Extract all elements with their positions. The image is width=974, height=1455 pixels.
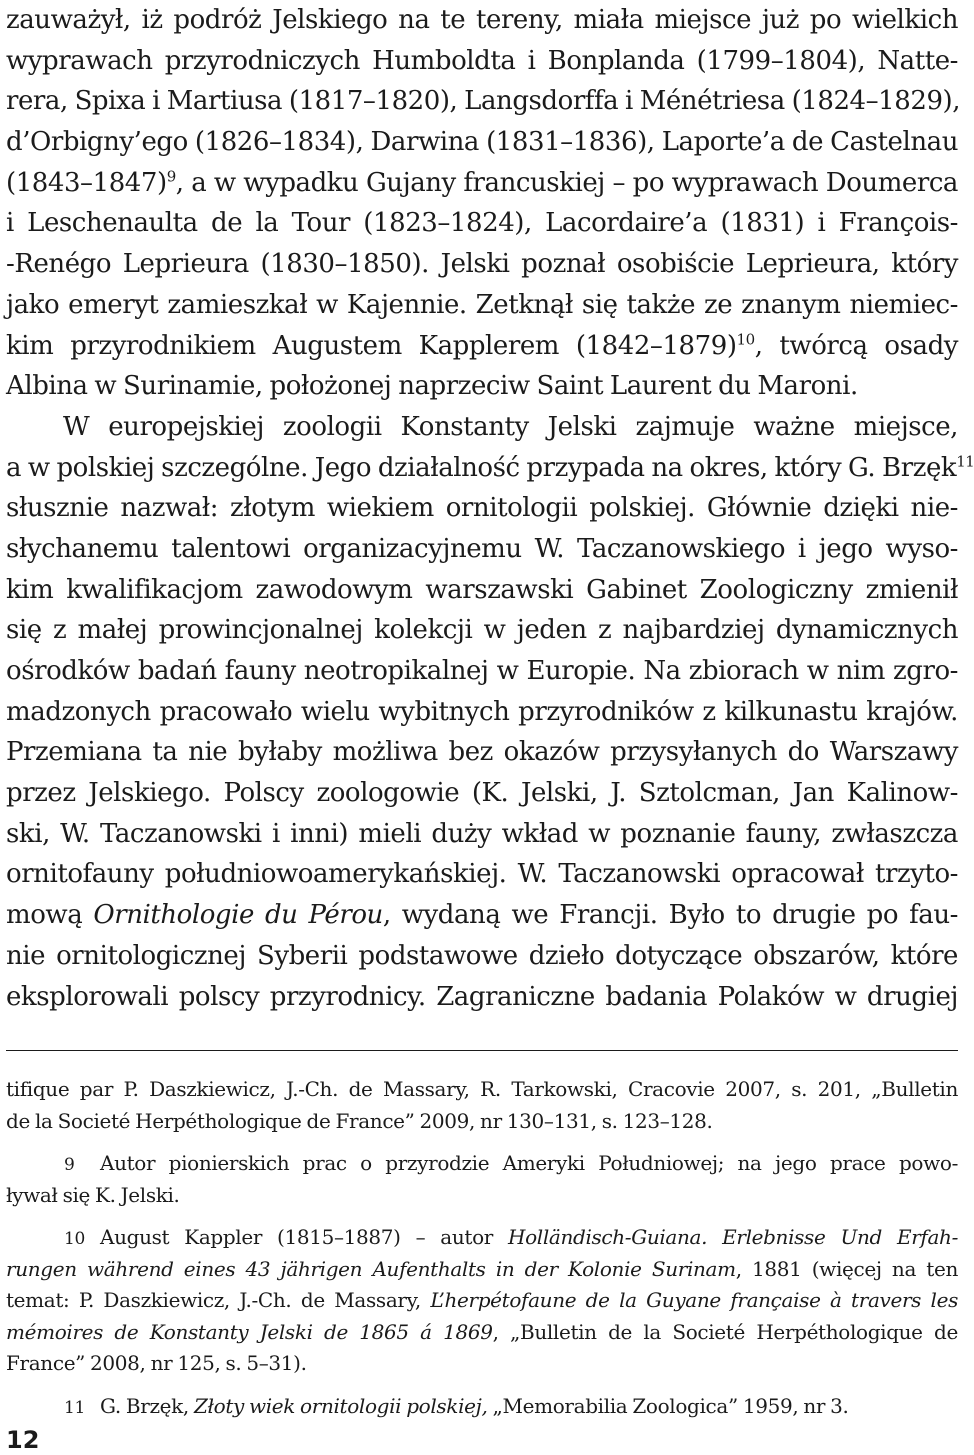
footnote-text: August Kappler (1815–1887) – autor <box>100 1225 509 1249</box>
footnote-line <box>6 1317 958 1349</box>
text-line <box>6 895 958 936</box>
text-line: przez Jelskiego. Polscy zoologowie (K. Jelski, J. Sztolcman, Jan Kalinow- <box>6 778 958 809</box>
footnotes <box>6 1074 958 1422</box>
text-line: ornitofauny południowoamerykańskiej. W. Taczanowski opracował trzyto- <box>6 859 958 890</box>
text-line: jako emeryt zamieszkał w Kajennie. Zetknął się także ze znanym niemiec- <box>6 289 958 320</box>
footnote-line <box>6 1391 958 1423</box>
text-line: słychanemu talentowi organizacyjnemu W. Taczanowskiego i jego wyso- <box>6 533 958 564</box>
text-line: madzonych pracowało wielu wybitnych przyrodników z kilkunastu krajów. <box>6 696 958 727</box>
book-title: Holländisch-Guiana. Erlebnisse Und Erfah- <box>508 1225 958 1249</box>
text-line: Albina w Surinamie, położonej naprzeciw Saint Laurent du Maroni. <box>6 371 858 402</box>
footnote-text: , „Bulletin de la Societé Herpéthologique de <box>492 1319 958 1344</box>
text-segment: mową <box>6 900 94 931</box>
footnote-ref-10: 10 <box>736 329 755 348</box>
footnote-number: 9 <box>64 1155 75 1175</box>
footnote-line: tifique par P. Daszkiewicz, J.-Ch. de Massary, R. Tarkowski, Cracovie 2007, s. 201, „Bulletin <box>6 1077 958 1101</box>
book-title: Złoty wiek ornitologii polskiej, <box>193 1393 488 1418</box>
text-line <box>6 163 958 204</box>
text-line: ski, W. Taczanowski i inni) mieli duży wkład w poznanie fauny, zwłaszcza <box>6 818 958 849</box>
footnote-gap <box>6 1211 958 1222</box>
text-segment: a w polskiej szczególne. Jego działalność przypada na okres, który G. Brzęk <box>6 452 957 483</box>
footnote-gap <box>6 1137 958 1148</box>
text-segment: , wydaną we Francji. Było to drugie po fau- <box>382 900 958 931</box>
text-line: zauważył, iż podróż Jelskiego na te tereny, miała miejsce już po wielkich <box>6 5 958 35</box>
text-line: -Renégo Leprieura (1830–1850). Jelski poznał osobiście Leprieura, który <box>6 249 958 280</box>
book-title: mémoires de Konstanty Jelski de 1865 á 1869 <box>6 1319 493 1344</box>
text-line: Przemiana ta nie byłaby możliwa bez okazów przysyłanych do Warszawy <box>6 737 958 768</box>
footnote-text: G. Brzęk, <box>100 1393 194 1418</box>
text-segment: kim przyrodnikiem Augustem Kapplerem (1842–1879) <box>6 330 737 361</box>
book-title: rungen während eines 43 jährigen Aufenthalts in der Kolonie Surinam <box>6 1256 736 1281</box>
text-segment: , a w wypadku Gujany francuskiej – po wyprawach Doumerca <box>175 167 958 198</box>
text-line: d’Orbigny’ego (1826–1834), Darwina (1831–1836), Laporte’a de Castelnau <box>6 127 958 158</box>
text-line: wyprawach przyrodniczych Humboldta i Bonplanda (1799–1804), Natte- <box>6 45 958 76</box>
footnote-text: temat: P. Daszkiewicz, J.-Ch. de Massary, <box>6 1288 431 1312</box>
footnote-line <box>6 1148 958 1180</box>
page-number: 12 <box>6 1426 40 1454</box>
footnote-ref-11: 11 <box>956 451 974 470</box>
text-line <box>6 326 958 367</box>
text-line: kim kwalifikacjom zawodowym warszawski Gabinet Zoologiczny zmienił <box>6 574 958 605</box>
book-title: L’herpétofaune de la Guyane française à travers les <box>430 1288 958 1312</box>
text-segment: , twórcą osady <box>754 330 959 361</box>
text-line: się z małej prowincjonalnej kolekcji w jeden z najbardziej dynamicznych <box>6 615 958 646</box>
text-segment: (1843–1847) <box>6 167 167 198</box>
footnote-ref-9: 9 <box>166 167 176 186</box>
footnote-number: 11 <box>64 1397 85 1418</box>
footnote-text: , 1881 (więcej na ten <box>735 1256 958 1281</box>
text-line <box>6 448 974 489</box>
footnote-line <box>6 1285 958 1317</box>
footnote-line <box>6 1254 958 1286</box>
text-line: W europejskiej zoologii Konstanty Jelski zajmuje ważne miejsce, <box>63 411 958 442</box>
footnote-number: 10 <box>64 1229 85 1249</box>
footnote-gap <box>6 1380 958 1391</box>
footnote-text: „Memorabilia Zoologica” 1959, nr 3. <box>487 1393 849 1418</box>
book-page <box>6 0 974 1455</box>
text-line: i Leschenaulta de la Tour (1823–1824), Lacordaire’a (1831) i François- <box>6 208 958 239</box>
footnote-line: France” 2008, nr 125, s. 5–31). <box>6 1351 307 1375</box>
footnote-line: de la Societé Herpéthologique de France” 2009, nr 130–131, s. 123–128. <box>6 1108 713 1133</box>
footnote-separator <box>6 1050 958 1051</box>
text-line: nie ornitologicznej Syberii podstawowe dzieło dotyczące obszarów, które <box>6 940 958 971</box>
footnote-line: ływał się K. Jelski. <box>6 1182 180 1207</box>
footnote-text: Autor pionierskich prac o przyrodzie Ameryki Południowej; na jego prace powo- <box>100 1151 958 1175</box>
text-line: słusznie nazwał: złotym wiekiem ornitologii polskiej. Głównie dzięki nie- <box>6 493 958 524</box>
text-line: ośrodków badań fauny neotropikalnej w Europie. Na zbiorach w nim zgro- <box>6 656 958 686</box>
text-line: eksplorowali polscy przyrodnicy. Zagraniczne badania Polaków w drugiej <box>6 981 958 1012</box>
footnote-line <box>6 1222 958 1254</box>
book-title: Ornithologie du Pérou <box>93 900 383 931</box>
main-text <box>6 0 974 1017</box>
text-line: rera, Spixa i Martiusa (1817–1820), Langsdorffa i Ménétriesa (1824–1829), <box>6 86 961 117</box>
